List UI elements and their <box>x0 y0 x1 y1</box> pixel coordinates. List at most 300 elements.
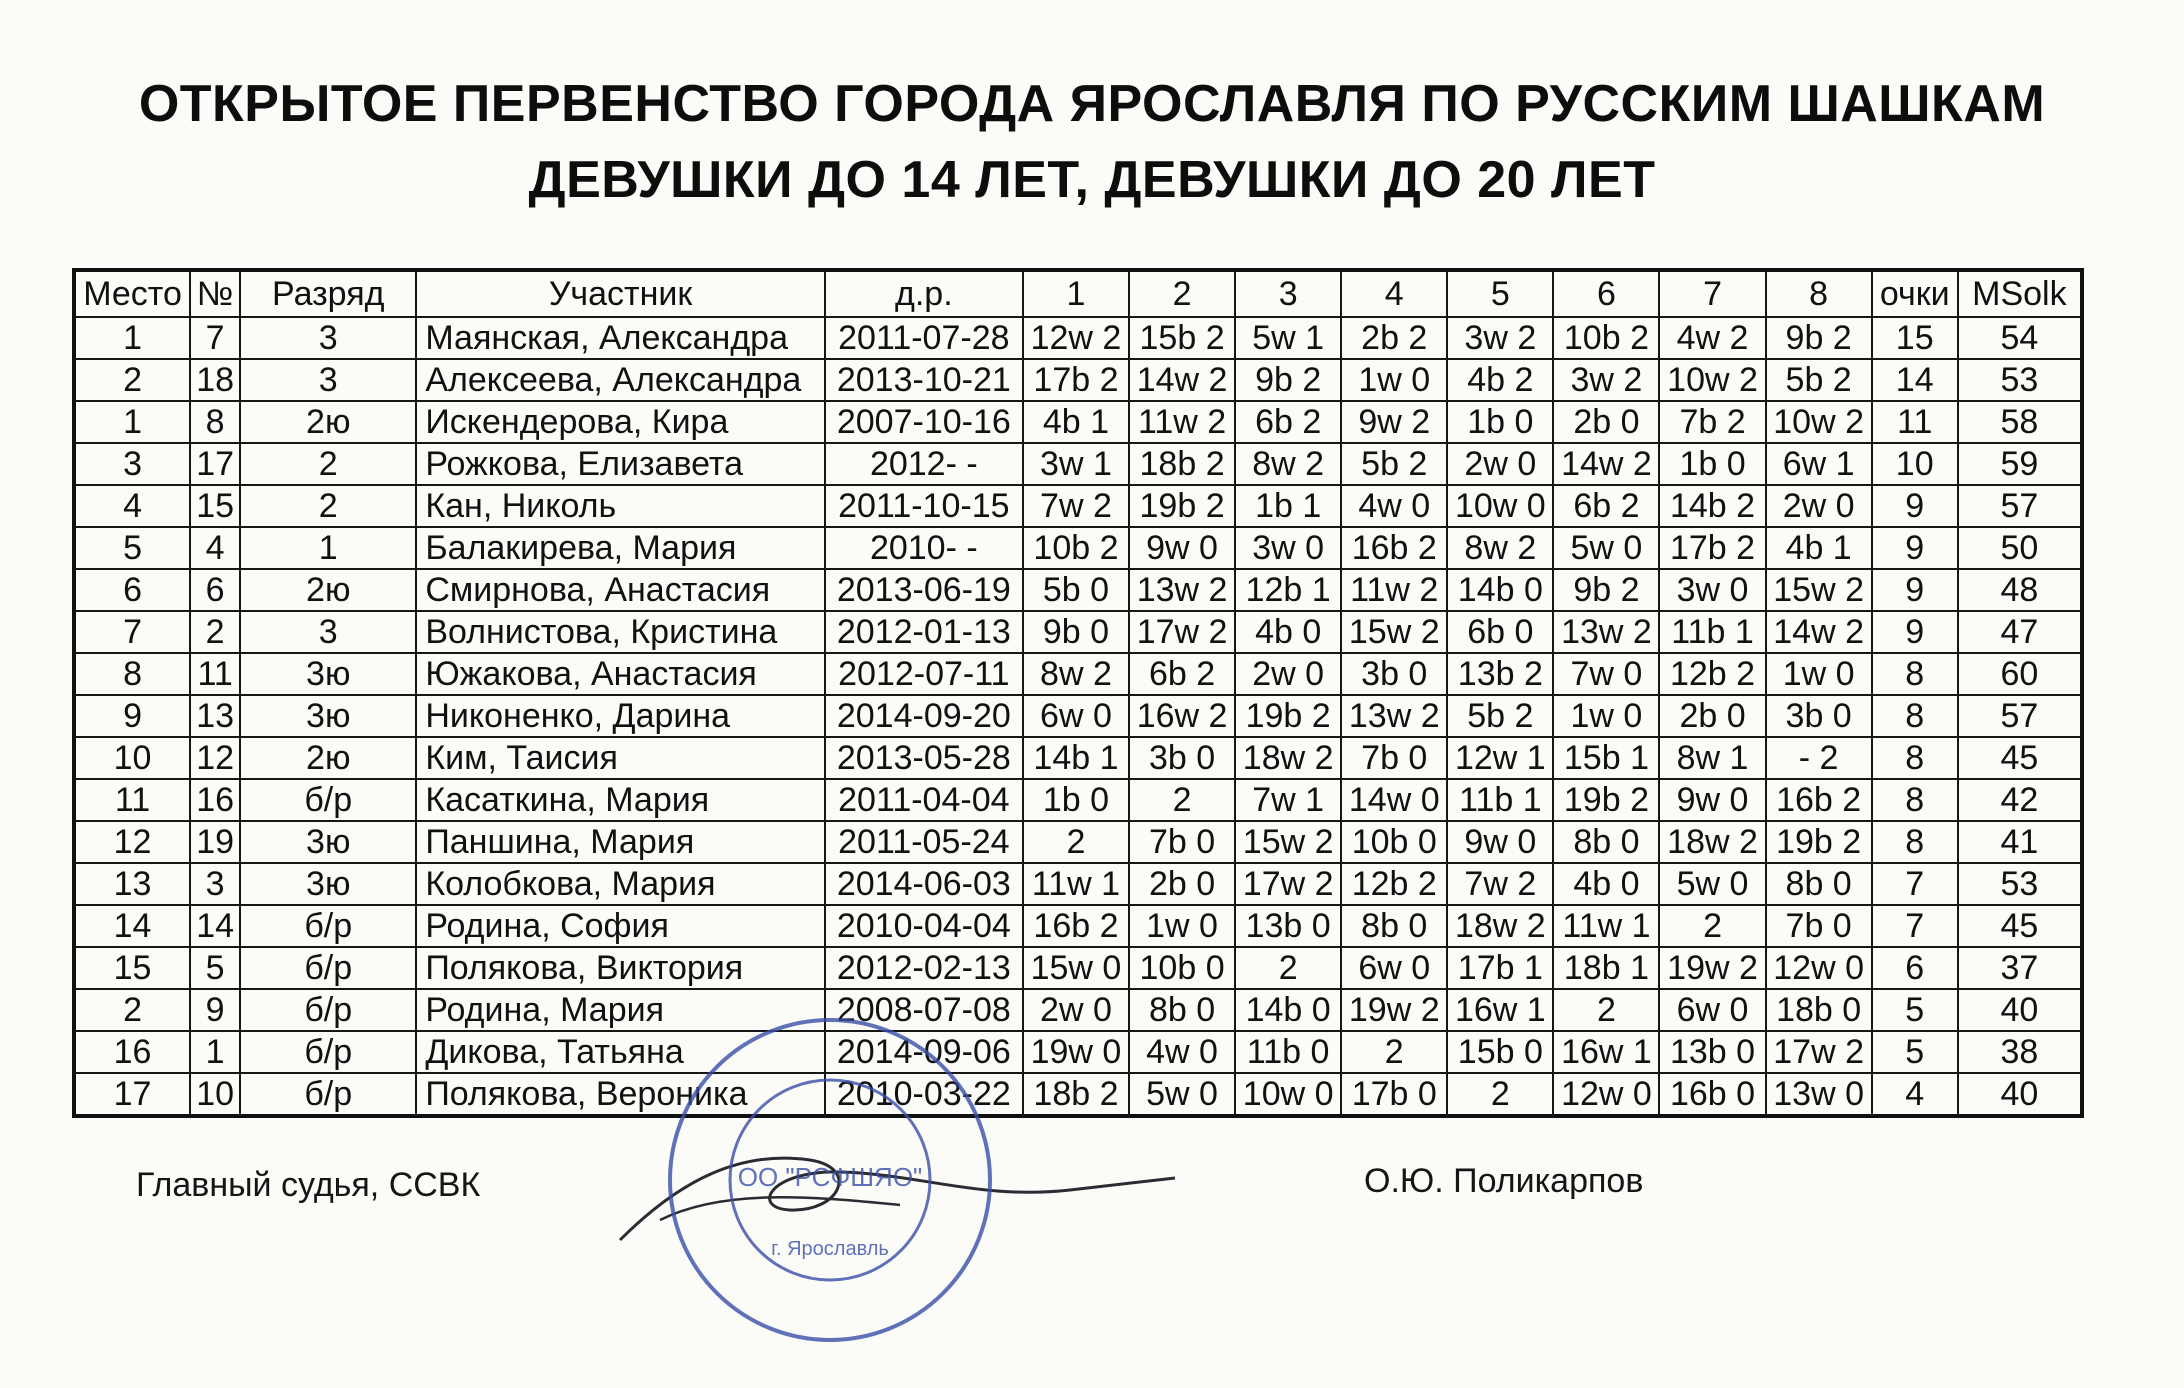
table-cell: 38 <box>1958 1031 2082 1073</box>
table-cell: 4b 1 <box>1023 401 1129 443</box>
table-cell: 2b 0 <box>1659 695 1765 737</box>
table-cell: 13 <box>74 863 190 905</box>
table-cell: 47 <box>1958 611 2082 653</box>
table-cell: 15 <box>190 485 240 527</box>
table-cell: 5w 0 <box>1553 527 1659 569</box>
table-cell: 5 <box>74 527 190 569</box>
table-cell: 3ю <box>240 863 416 905</box>
participant-name-cell: Маянская, Александра <box>416 317 824 359</box>
table-cell: 45 <box>1958 737 2082 779</box>
table-cell: 42 <box>1958 779 2082 821</box>
table-cell: 14w 2 <box>1129 359 1235 401</box>
table-cell: 2 <box>1235 947 1341 989</box>
table-cell: 4 <box>74 485 190 527</box>
table-cell: 2w 0 <box>1766 485 1872 527</box>
table-cell: 9 <box>1872 569 1958 611</box>
table-cell: 15b 1 <box>1553 737 1659 779</box>
table-cell: 6b 0 <box>1447 611 1553 653</box>
table-cell: 18b 2 <box>1023 1073 1129 1116</box>
table-cell: 60 <box>1958 653 2082 695</box>
table-cell: 18w 2 <box>1235 737 1341 779</box>
table-cell: 3 <box>240 611 416 653</box>
table-cell: 15w 2 <box>1766 569 1872 611</box>
table-cell: 9w 0 <box>1447 821 1553 863</box>
table-cell: 3 <box>240 359 416 401</box>
table-cell: 18 <box>190 359 240 401</box>
table-cell: 6w 0 <box>1023 695 1129 737</box>
table-cell: 13w 2 <box>1553 611 1659 653</box>
chief-judge-label: Главный судья, ССВК <box>136 1166 481 1204</box>
table-row <box>74 653 2082 695</box>
table-cell: 50 <box>1958 527 2082 569</box>
table-cell: 3ю <box>240 821 416 863</box>
table-cell: 2014-09-06 <box>825 1031 1023 1073</box>
table-cell: 18b 2 <box>1129 443 1235 485</box>
table-cell: 6 <box>190 569 240 611</box>
table-cell: 14b 0 <box>1447 569 1553 611</box>
table-cell: 2 <box>240 485 416 527</box>
table-cell: - 2 <box>1766 737 1872 779</box>
table-cell: 2013-10-21 <box>825 359 1023 401</box>
table-cell: 14 <box>1872 359 1958 401</box>
table-cell: 10b 0 <box>1129 947 1235 989</box>
table-cell: 12b 2 <box>1659 653 1765 695</box>
table-cell: 15w 2 <box>1235 821 1341 863</box>
table-cell: 11w 1 <box>1023 863 1129 905</box>
table-cell: 1b 1 <box>1235 485 1341 527</box>
table-cell: 1 <box>240 527 416 569</box>
table-cell: 8 <box>1872 779 1958 821</box>
table-cell: 6 <box>74 569 190 611</box>
table-cell: 9 <box>1872 611 1958 653</box>
table-cell: 15b 0 <box>1447 1031 1553 1073</box>
table-cell: 9w 2 <box>1341 401 1447 443</box>
table-cell: 2011-07-28 <box>825 317 1023 359</box>
table-cell: 14w 2 <box>1553 443 1659 485</box>
table-cell: 14w 2 <box>1766 611 1872 653</box>
results-table <box>72 268 2084 1118</box>
table-row <box>74 359 2082 401</box>
table-cell: 2011-04-04 <box>825 779 1023 821</box>
column-header: 8 <box>1766 270 1872 317</box>
table-cell: 1w 0 <box>1341 359 1447 401</box>
table-cell: 15 <box>74 947 190 989</box>
column-header: 5 <box>1447 270 1553 317</box>
column-header: 1 <box>1023 270 1129 317</box>
table-row <box>74 611 2082 653</box>
table-cell: 8 <box>1872 653 1958 695</box>
table-cell: 2w 0 <box>1235 653 1341 695</box>
table-cell: 53 <box>1958 863 2082 905</box>
table-cell: 1b 0 <box>1023 779 1129 821</box>
table-cell: 2 <box>1129 779 1235 821</box>
column-header: Участник <box>416 270 824 317</box>
table-cell: 4b 1 <box>1766 527 1872 569</box>
table-cell: 8 <box>1872 821 1958 863</box>
table-cell: 12w 1 <box>1447 737 1553 779</box>
document-title-line2: ДЕВУШКИ ДО 14 ЛЕТ, ДЕВУШКИ ДО 20 ЛЕТ <box>528 151 1656 209</box>
table-cell: 15w 2 <box>1341 611 1447 653</box>
table-cell: 59 <box>1958 443 2082 485</box>
table-cell: 17b 2 <box>1659 527 1765 569</box>
table-cell: 2b 2 <box>1341 317 1447 359</box>
table-cell: 45 <box>1958 905 2082 947</box>
participant-name-cell: Волнистова, Кристина <box>416 611 824 653</box>
table-cell: 2w 0 <box>1023 989 1129 1031</box>
table-cell: 2 <box>1341 1031 1447 1073</box>
column-header: 4 <box>1341 270 1447 317</box>
table-row <box>74 317 2082 359</box>
table-cell: 16w 2 <box>1129 695 1235 737</box>
table-cell: 5 <box>1872 1031 1958 1073</box>
table-cell: 3b 0 <box>1341 653 1447 695</box>
table-cell: 11w 1 <box>1553 905 1659 947</box>
table-row <box>74 443 2082 485</box>
table-cell: 37 <box>1958 947 2082 989</box>
table-cell: 5w 0 <box>1659 863 1765 905</box>
column-header: очки <box>1872 270 1958 317</box>
table-cell: 13w 0 <box>1766 1073 1872 1116</box>
table-cell: 58 <box>1958 401 2082 443</box>
table-cell: 1 <box>74 401 190 443</box>
table-cell: б/р <box>240 779 416 821</box>
table-cell: 3w 2 <box>1553 359 1659 401</box>
table-cell: 13b 2 <box>1447 653 1553 695</box>
table-cell: 5 <box>190 947 240 989</box>
table-cell: 7b 0 <box>1341 737 1447 779</box>
table-cell: 2014-06-03 <box>825 863 1023 905</box>
table-cell: 2 <box>74 989 190 1031</box>
table-cell: 40 <box>1958 989 2082 1031</box>
table-cell: 2011-05-24 <box>825 821 1023 863</box>
table-cell: 4w 2 <box>1659 317 1765 359</box>
table-cell: 19w 0 <box>1023 1031 1129 1073</box>
table-cell: 2012-01-13 <box>825 611 1023 653</box>
table-cell: 2 <box>1659 905 1765 947</box>
table-cell: 7w 0 <box>1553 653 1659 695</box>
table-cell: 4b 0 <box>1553 863 1659 905</box>
participant-name-cell: Никоненко, Дарина <box>416 695 824 737</box>
document-title-line1: ОТКРЫТОЕ ПЕРВЕНСТВО ГОРОДА ЯРОСЛАВЛЯ ПО РУССКИМ ШАШКАМ <box>138 75 2046 133</box>
table-cell: 2ю <box>240 737 416 779</box>
table-cell: 8 <box>190 401 240 443</box>
table-cell: 9b 0 <box>1023 611 1129 653</box>
table-cell: б/р <box>240 905 416 947</box>
table-cell: 2014-09-20 <box>825 695 1023 737</box>
table-cell: 18w 2 <box>1447 905 1553 947</box>
table-cell: 7 <box>1872 863 1958 905</box>
table-cell: 17w 2 <box>1766 1031 1872 1073</box>
table-cell: 4b 2 <box>1447 359 1553 401</box>
table-cell: б/р <box>240 989 416 1031</box>
table-cell: 10b 0 <box>1341 821 1447 863</box>
table-cell: 8b 0 <box>1766 863 1872 905</box>
table-body <box>74 317 2082 1116</box>
table-cell: 7 <box>190 317 240 359</box>
table-cell: 9 <box>190 989 240 1031</box>
table-cell: 4 <box>190 527 240 569</box>
table-cell: 16w 1 <box>1553 1031 1659 1073</box>
table-cell: 2012-02-13 <box>825 947 1023 989</box>
table-cell: 18b 0 <box>1766 989 1872 1031</box>
table-cell: 2 <box>240 443 416 485</box>
table-cell: 16b 0 <box>1659 1073 1765 1116</box>
table-cell: 9w 0 <box>1659 779 1765 821</box>
table-cell: 11 <box>190 653 240 695</box>
table-cell: 3b 0 <box>1766 695 1872 737</box>
participant-name-cell: Ким, Таисия <box>416 737 824 779</box>
table-cell: 2 <box>190 611 240 653</box>
table-cell: 14b 0 <box>1235 989 1341 1031</box>
table-cell: 15 <box>1872 317 1958 359</box>
table-cell: 2b 0 <box>1129 863 1235 905</box>
table-cell: 3 <box>240 317 416 359</box>
table-cell: 57 <box>1958 485 2082 527</box>
stamp-bottom-text: г. Ярославль <box>771 1238 889 1260</box>
table-cell: 13b 0 <box>1235 905 1341 947</box>
table-cell: 16w 1 <box>1447 989 1553 1031</box>
table-cell: 10w 2 <box>1659 359 1765 401</box>
table-cell: 19 <box>190 821 240 863</box>
participant-name-cell: Дикова, Татьяна <box>416 1031 824 1073</box>
table-cell: 12b 1 <box>1235 569 1341 611</box>
stamp-center-text: ОО "РСФШЯО" <box>737 1162 923 1192</box>
table-cell: 3w 0 <box>1659 569 1765 611</box>
table-cell: 11b 0 <box>1235 1031 1341 1073</box>
table-cell: 13 <box>190 695 240 737</box>
table-cell: 16b 2 <box>1766 779 1872 821</box>
table-cell: 54 <box>1958 317 2082 359</box>
table-cell: 9b 2 <box>1553 569 1659 611</box>
table-cell: 10w 2 <box>1766 401 1872 443</box>
table-cell: 16 <box>74 1031 190 1073</box>
table-cell: 4 <box>1872 1073 1958 1116</box>
table-cell: 14w 0 <box>1341 779 1447 821</box>
table-cell: 10b 2 <box>1023 527 1129 569</box>
table-cell: 6w 0 <box>1341 947 1447 989</box>
table-cell: 18b 1 <box>1553 947 1659 989</box>
participant-name-cell: Родина, София <box>416 905 824 947</box>
table-cell: 17w 2 <box>1235 863 1341 905</box>
table-cell: 7b 0 <box>1129 821 1235 863</box>
table-cell: 12w 2 <box>1023 317 1129 359</box>
table-cell: б/р <box>240 947 416 989</box>
table-cell: 18w 2 <box>1659 821 1765 863</box>
table-row <box>74 905 2082 947</box>
table-cell: 2007-10-16 <box>825 401 1023 443</box>
table-cell: 10b 2 <box>1553 317 1659 359</box>
table-row <box>74 401 2082 443</box>
table-cell: 4b 0 <box>1235 611 1341 653</box>
table-cell: 6 <box>1872 947 1958 989</box>
table-cell: 5b 0 <box>1023 569 1129 611</box>
table-cell: 13w 2 <box>1341 695 1447 737</box>
table-row <box>74 569 2082 611</box>
table-cell: 1 <box>74 317 190 359</box>
table-cell: 2012-07-11 <box>825 653 1023 695</box>
table-cell: 2010-03-22 <box>825 1073 1023 1116</box>
table-cell: 6b 2 <box>1553 485 1659 527</box>
column-header: № <box>190 270 240 317</box>
table-cell: 6b 2 <box>1235 401 1341 443</box>
table-row <box>74 695 2082 737</box>
table-cell: 10w 0 <box>1447 485 1553 527</box>
table-cell: 10 <box>190 1073 240 1116</box>
participant-name-cell: Южакова, Анастасия <box>416 653 824 695</box>
table-cell: 6w 1 <box>1766 443 1872 485</box>
table-cell: 1w 0 <box>1553 695 1659 737</box>
participant-name-cell: Кан, Николь <box>416 485 824 527</box>
table-cell: 9 <box>1872 485 1958 527</box>
participant-name-cell: Колобкова, Мария <box>416 863 824 905</box>
column-header: Место <box>74 270 190 317</box>
table-cell: 16 <box>190 779 240 821</box>
column-header: 2 <box>1129 270 1235 317</box>
table-cell: 2 <box>1447 1073 1553 1116</box>
table-cell: 2008-07-08 <box>825 989 1023 1031</box>
table-cell: 7w 2 <box>1023 485 1129 527</box>
table-cell: 1b 0 <box>1659 443 1765 485</box>
participant-name-cell: Полякова, Вероника <box>416 1073 824 1116</box>
column-header: MSolk <box>1958 270 2082 317</box>
table-cell: 7b 0 <box>1766 905 1872 947</box>
table-cell: б/р <box>240 1073 416 1116</box>
table-cell: 1w 0 <box>1129 905 1235 947</box>
table-cell: 11 <box>1872 401 1958 443</box>
table-row <box>74 1073 2082 1116</box>
chief-judge-name: О.Ю. Поликарпов <box>1364 1162 1644 1200</box>
table-cell: 7b 2 <box>1659 401 1765 443</box>
table-cell: 10 <box>1872 443 1958 485</box>
table-row <box>74 527 2082 569</box>
table-cell: 3 <box>74 443 190 485</box>
column-header: 6 <box>1553 270 1659 317</box>
table-cell: 7w 2 <box>1447 863 1553 905</box>
table-cell: 2013-05-28 <box>825 737 1023 779</box>
table-cell: 6w 0 <box>1659 989 1765 1031</box>
table-cell: 1w 0 <box>1766 653 1872 695</box>
table-row <box>74 779 2082 821</box>
table-cell: 13w 2 <box>1129 569 1235 611</box>
table-cell: 8 <box>1872 695 1958 737</box>
table-cell: 8w 2 <box>1235 443 1341 485</box>
table-cell: 19b 2 <box>1129 485 1235 527</box>
participant-name-cell: Полякова, Виктория <box>416 947 824 989</box>
table-cell: 3ю <box>240 653 416 695</box>
table-cell: 8w 2 <box>1023 653 1129 695</box>
table-cell: 2010- - <box>825 527 1023 569</box>
table-cell: 5b 2 <box>1341 443 1447 485</box>
participant-name-cell: Алексеева, Александра <box>416 359 824 401</box>
participant-name-cell: Балакирева, Мария <box>416 527 824 569</box>
table-cell: 5w 1 <box>1235 317 1341 359</box>
table-cell: 8b 0 <box>1341 905 1447 947</box>
table-cell: 2 <box>1023 821 1129 863</box>
table-cell: 6b 2 <box>1129 653 1235 695</box>
participant-name-cell: Родина, Мария <box>416 989 824 1031</box>
table-row <box>74 485 2082 527</box>
table-cell: 17b 1 <box>1447 947 1553 989</box>
table-cell: 14b 2 <box>1659 485 1765 527</box>
table-cell: 8 <box>1872 737 1958 779</box>
table-cell: 2012- - <box>825 443 1023 485</box>
table-cell: 5b 2 <box>1766 359 1872 401</box>
table-cell: 14 <box>190 905 240 947</box>
table-cell: 19w 2 <box>1341 989 1447 1031</box>
table-cell: 1b 0 <box>1447 401 1553 443</box>
table-cell: 12 <box>190 737 240 779</box>
table-cell: 15b 2 <box>1129 317 1235 359</box>
table-cell: 16b 2 <box>1341 527 1447 569</box>
table-row <box>74 947 2082 989</box>
table-row <box>74 821 2082 863</box>
table-cell: 2011-10-15 <box>825 485 1023 527</box>
table-cell: 19b 2 <box>1553 779 1659 821</box>
table-cell: 2013-06-19 <box>825 569 1023 611</box>
table-cell: 53 <box>1958 359 2082 401</box>
table-cell: 8b 0 <box>1129 989 1235 1031</box>
table-cell: 11w 2 <box>1341 569 1447 611</box>
table-cell: 5w 0 <box>1129 1073 1235 1116</box>
column-header: 7 <box>1659 270 1765 317</box>
participant-name-cell: Рожкова, Елизавета <box>416 443 824 485</box>
signature <box>600 1120 1180 1260</box>
column-header: 3 <box>1235 270 1341 317</box>
table-cell: 10w 0 <box>1235 1073 1341 1116</box>
column-header: д.р. <box>825 270 1023 317</box>
table-cell: 19b 2 <box>1235 695 1341 737</box>
table-row <box>74 989 2082 1031</box>
table-cell: 8b 0 <box>1553 821 1659 863</box>
table-cell: 11w 2 <box>1129 401 1235 443</box>
participant-name-cell: Касаткина, Мария <box>416 779 824 821</box>
table-row <box>74 737 2082 779</box>
table-cell: 17b 2 <box>1023 359 1129 401</box>
table-cell: 2 <box>1553 989 1659 1031</box>
table-cell: 3w 2 <box>1447 317 1553 359</box>
table-cell: 2ю <box>240 401 416 443</box>
table-cell: 4w 0 <box>1129 1031 1235 1073</box>
column-header: Разряд <box>240 270 416 317</box>
table-cell: 40 <box>1958 1073 2082 1116</box>
table-header-row <box>74 270 2082 317</box>
table-cell: 11 <box>74 779 190 821</box>
table-cell: 5 <box>1872 989 1958 1031</box>
table-cell: 9b 2 <box>1235 359 1341 401</box>
table-cell: 8w 1 <box>1659 737 1765 779</box>
table-cell: 17 <box>190 443 240 485</box>
table-cell: 48 <box>1958 569 2082 611</box>
table-cell: б/р <box>240 1031 416 1073</box>
table-cell: 9b 2 <box>1766 317 1872 359</box>
table-cell: 3ю <box>240 695 416 737</box>
participant-name-cell: Паншина, Мария <box>416 821 824 863</box>
table-cell: 17 <box>74 1073 190 1116</box>
table-cell: 8w 2 <box>1447 527 1553 569</box>
table-cell: 17w 2 <box>1129 611 1235 653</box>
table-cell: 12w 0 <box>1553 1073 1659 1116</box>
table-cell: 13b 0 <box>1659 1031 1765 1073</box>
table-cell: 19w 2 <box>1659 947 1765 989</box>
table-cell: 2010-04-04 <box>825 905 1023 947</box>
table-cell: 2 <box>74 359 190 401</box>
table-cell: 7w 1 <box>1235 779 1341 821</box>
table-cell: 8 <box>74 653 190 695</box>
table-cell: 11b 1 <box>1447 779 1553 821</box>
table-cell: 9w 0 <box>1129 527 1235 569</box>
participant-name-cell: Искендерова, Кира <box>416 401 824 443</box>
table-cell: 15w 0 <box>1023 947 1129 989</box>
